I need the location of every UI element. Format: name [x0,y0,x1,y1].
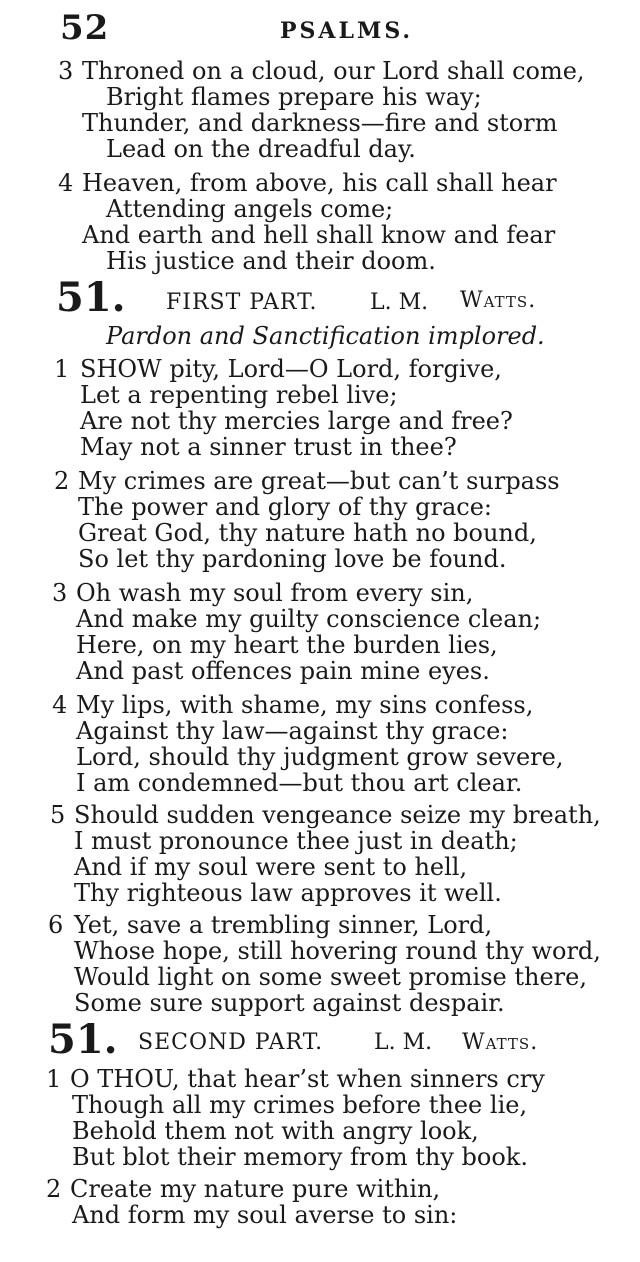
verse-line: So let thy pardoning love be found. [78,545,507,573]
verse-line: Would light on some sweet promise there, [74,963,587,991]
page-number: 52 [60,8,110,48]
verse-line: Against thy law—against thy grace: [76,717,509,745]
verse-line: May not a sinner trust in thee? [80,433,457,461]
verse-line: And if my soul were sent to hell, [74,853,468,881]
verse-line: Heaven, from above, his call shall hear [82,169,557,197]
stanza-number: 5 [50,801,66,829]
verse-line: But blot their memory from thy book. [72,1143,528,1171]
verse-line: Throned on a cloud, our Lord shall come, [82,57,585,85]
verse-line: The power and glory of thy grace: [78,493,492,521]
hymn-number: 51. [48,1016,118,1063]
stanza-number: 4 [58,169,74,197]
verse-line: Lead on the dreadful day. [106,135,416,163]
verse-line: Thy righteous law approves it well. [74,879,502,907]
verse-line: My crimes are great—but can’t surpass [78,467,560,495]
hymn-part-label: FIRST PART. [166,290,318,315]
verse-line: Bright flames prepare his way; [106,83,482,111]
verse-line: Create my nature pure within, [70,1175,441,1203]
verse-line: Are not thy mercies large and free? [80,407,513,435]
verse-line: His justice and their doom. [106,247,436,275]
verse-line: My lips, with shame, my sins confess, [76,691,534,719]
verse-line: Whose hope, still hovering round thy word, [74,937,601,965]
hymn-author: Watts. [460,288,537,313]
verse-line: Great God, thy nature hath no bound, [78,519,537,547]
stanza-number: 1 [54,355,70,383]
verse-line: Though all my crimes before thee lie, [72,1091,528,1119]
hymn-part-label: SECOND PART. [138,1030,324,1055]
verse-line: Thunder, and darkness—fire and storm [82,109,558,137]
verse-line: Should sudden vengeance seize my breath, [74,801,601,829]
stanza-number: 4 [52,691,68,719]
stanza-number: 2 [54,467,70,495]
hymn-number: 51. [56,274,126,321]
verse-line: Oh wash my soul from every sin, [76,579,474,607]
verse-line: I must pronounce thee just in death; [74,827,518,855]
verse-line: Attending angels come; [106,195,394,223]
verse-line: Lord, should thy judgment grow severe, [76,743,564,771]
page-header [60,8,600,48]
hymn-meter: L. M. [374,1030,433,1055]
verse-line: SHOW pity, Lord—O Lord, forgive, [80,355,502,383]
hymn-subtitle: Pardon and Sanctification implored. [106,322,545,350]
stanza-number: 6 [48,911,64,939]
verse-line: And earth and hell shall know and fear [82,221,556,249]
verse-line: Behold them not with angry look, [72,1117,479,1145]
stanza-number: 3 [58,57,74,85]
stanza-number: 2 [46,1175,62,1203]
stanza-number: 1 [46,1065,62,1093]
verse-line: Here, on my heart the burden lies, [76,631,498,659]
verse-line: O THOU, that hear’st when sinners cry [70,1065,545,1093]
hymn-author: Watts. [462,1030,539,1055]
verse-line: And form my soul averse to sin: [72,1201,458,1229]
verse-line: And past offences pain mine eyes. [76,657,490,685]
verse-line: And make my guilty conscience clean; [76,605,542,633]
verse-line: Some sure support against despair. [74,989,505,1017]
verse-line: Yet, save a trembling sinner, Lord, [74,911,493,939]
running-title: PSALMS. [280,18,414,44]
hymn-meter: L. M. [370,290,429,315]
stanza-number: 3 [52,579,68,607]
verse-line: Let a repenting rebel live; [80,381,398,409]
verse-line: I am condemned—but thou art clear. [76,769,523,797]
